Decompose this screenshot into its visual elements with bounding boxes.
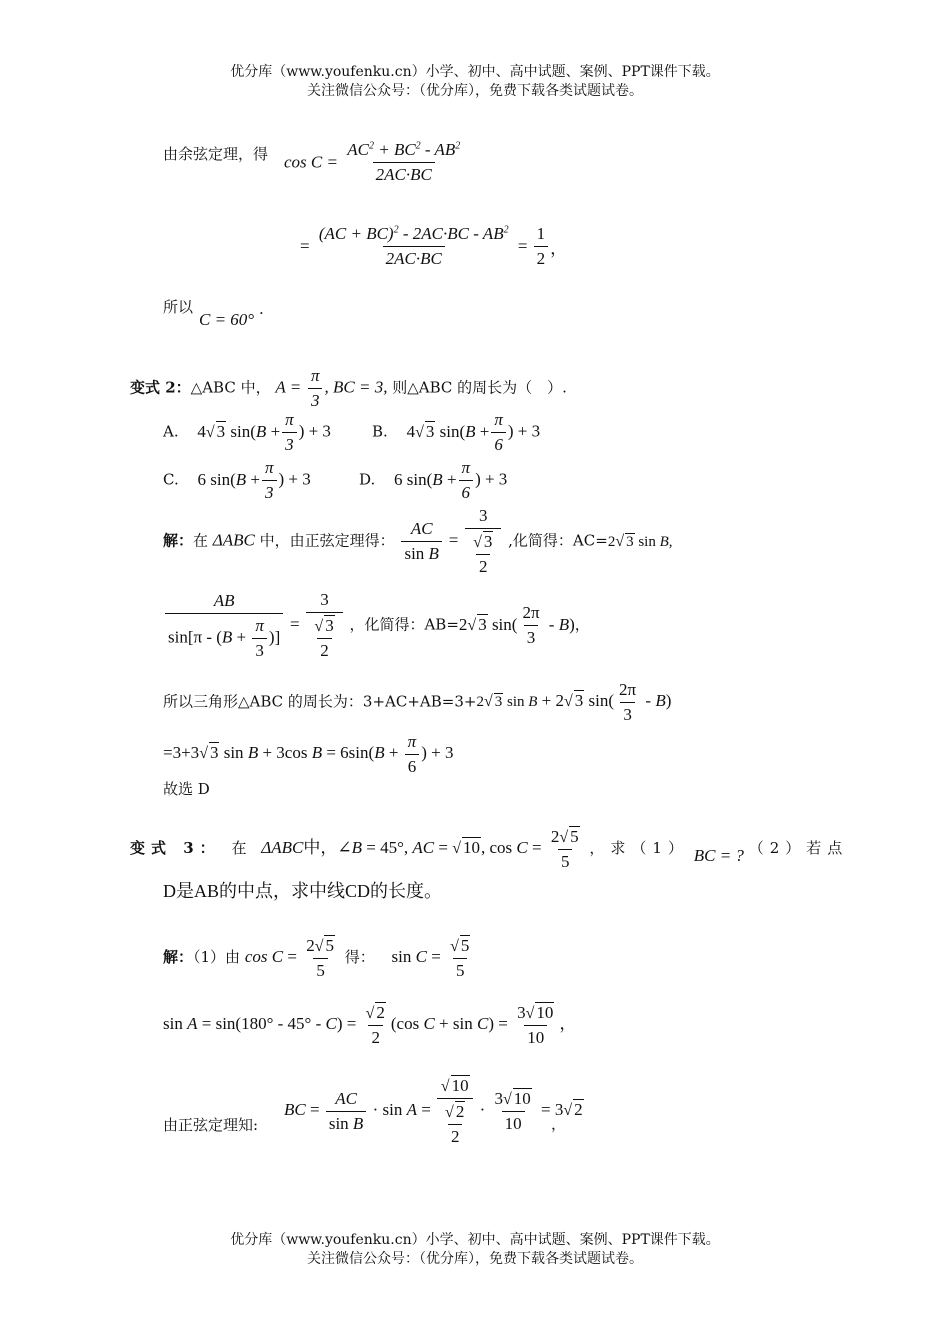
variant2-solution-line1: 解：在 ΔABC 中，由正弦定理得： $\frac{AC}{\text{sin B}}$ = $\frac{3}{\frac{√ 3}{2}}$ ,化简得：AC=2√ 3 sin B, [163, 506, 673, 576]
page-footer-line2: 关注微信公众号：（优分库），免费下载各类试题试卷。 [307, 1251, 643, 1267]
variant2-answer: 故选 D [163, 780, 210, 798]
option-c[interactable]: C. 6 sin(B + $\frac{\pi}{3}$ ) + 3 [163, 458, 311, 502]
cos-c-formula: cos C = $\frac{AC^2 + BC^2 - AB^2}{2AC\cdot BC}$ [284, 140, 461, 184]
variant2-solution-line2: AB sin[π - (B + $\frac{\pi}{3}$ )] = $\frac{3}{\frac{√ 3}{2}}$ ，化简得：AB=2√ 3 sin( $\frac{2\pi}{3}$ - B)， [163, 590, 590, 661]
variant2-label: 变式 2： [130, 378, 191, 397]
page-header-line1: 优分库（www.youfenku.cn）小学、初中、高中试题、案例、PPT课件下载。 [230, 64, 720, 80]
option-a-label: A. [163, 422, 179, 441]
variant3-solution-label: 解： [163, 947, 194, 966]
variant3-label: 变式 3： [130, 838, 221, 857]
option-b-label: B. [372, 422, 388, 441]
bc-comma: ， [551, 1115, 567, 1133]
page-header-line2: 关注微信公众号：（优分库），免费下载各类试题试卷。 [307, 83, 643, 99]
option-a[interactable]: A. 4√ 3 sin(B + $\frac{\pi}{3}$ ) + 3 [163, 410, 331, 454]
bc-label: 由正弦定理知: [163, 1116, 259, 1134]
variant2-solution-label: 解： [163, 531, 194, 550]
option-c-label: C. [163, 470, 179, 489]
sin-a-line: sin A = sin(180° - 45° - C) = $\frac{√ 2}{2}$ (cos C + sin C) = $\frac{3√ 10}{10}$ ， [163, 1003, 577, 1047]
so-label: 所以 [163, 298, 194, 316]
period: . [259, 300, 264, 318]
variant3-stem-line2: D是AB的中点，求中线CD的长度。 [163, 881, 443, 901]
perimeter-simplify: =3+3√ 3 sin B + 3cos B = 6sin(B + $\frac{\pi}{6}$ ) + 3 [163, 732, 454, 776]
variant2-stem: 变式 2：△ABC 中， A = $\frac{\pi}{3}$ , BC = 3, 则△ABC 的周长为（ ）. [130, 366, 567, 410]
option-d[interactable]: D. 6 sin(B + $\frac{\pi}{6}$ ) + 3 [359, 458, 508, 502]
variant3-stem-line1: 变式 3： 在 ΔABC中，∠B = 45°, AC = √ 10, cos C = $\frac{2√ 5}{5}$ ，求（1） BC = ? （2）若点 [130, 827, 849, 871]
angle-c-result: C = 60° [199, 310, 255, 329]
option-b[interactable]: B. 4√ 3 sin(B + $\frac{\pi}{6}$ ) + 3 [372, 410, 541, 454]
cos-c-expansion: = $\frac{(AC + BC)^2 - 2AC\cdot BC - AB^2}{2AC\cdot BC}$ = $\frac{1}{2}$ ， [300, 224, 568, 268]
bc-expression: BC = $\frac{AC}{\text{sin B}}$ · sin A = $\frac{√ 10}{\frac{√ 2}{2}}$ · $\frac{3√ 10}{10}$ = 3√ 2 [284, 1076, 583, 1146]
variant3-solution-line1: 解：（1）由 cos C = $\frac{2√ 5}{5}$ 得： sin C = $\frac{√ 5}{5}$ [163, 936, 470, 980]
perimeter-line: 所以三角形△ABC 的周长为：3+AC+AB=3+2√ 3 sin B + 2√ 3 sin( $\frac{2\pi}{3}$ - B) [163, 680, 672, 724]
page-footer-line1: 优分库（www.youfenku.cn）小学、初中、高中试题、案例、PPT课件下载。 [230, 1232, 720, 1248]
law-of-cosines-intro: 由余弦定理，得 [163, 145, 269, 163]
option-d-label: D. [359, 470, 376, 489]
